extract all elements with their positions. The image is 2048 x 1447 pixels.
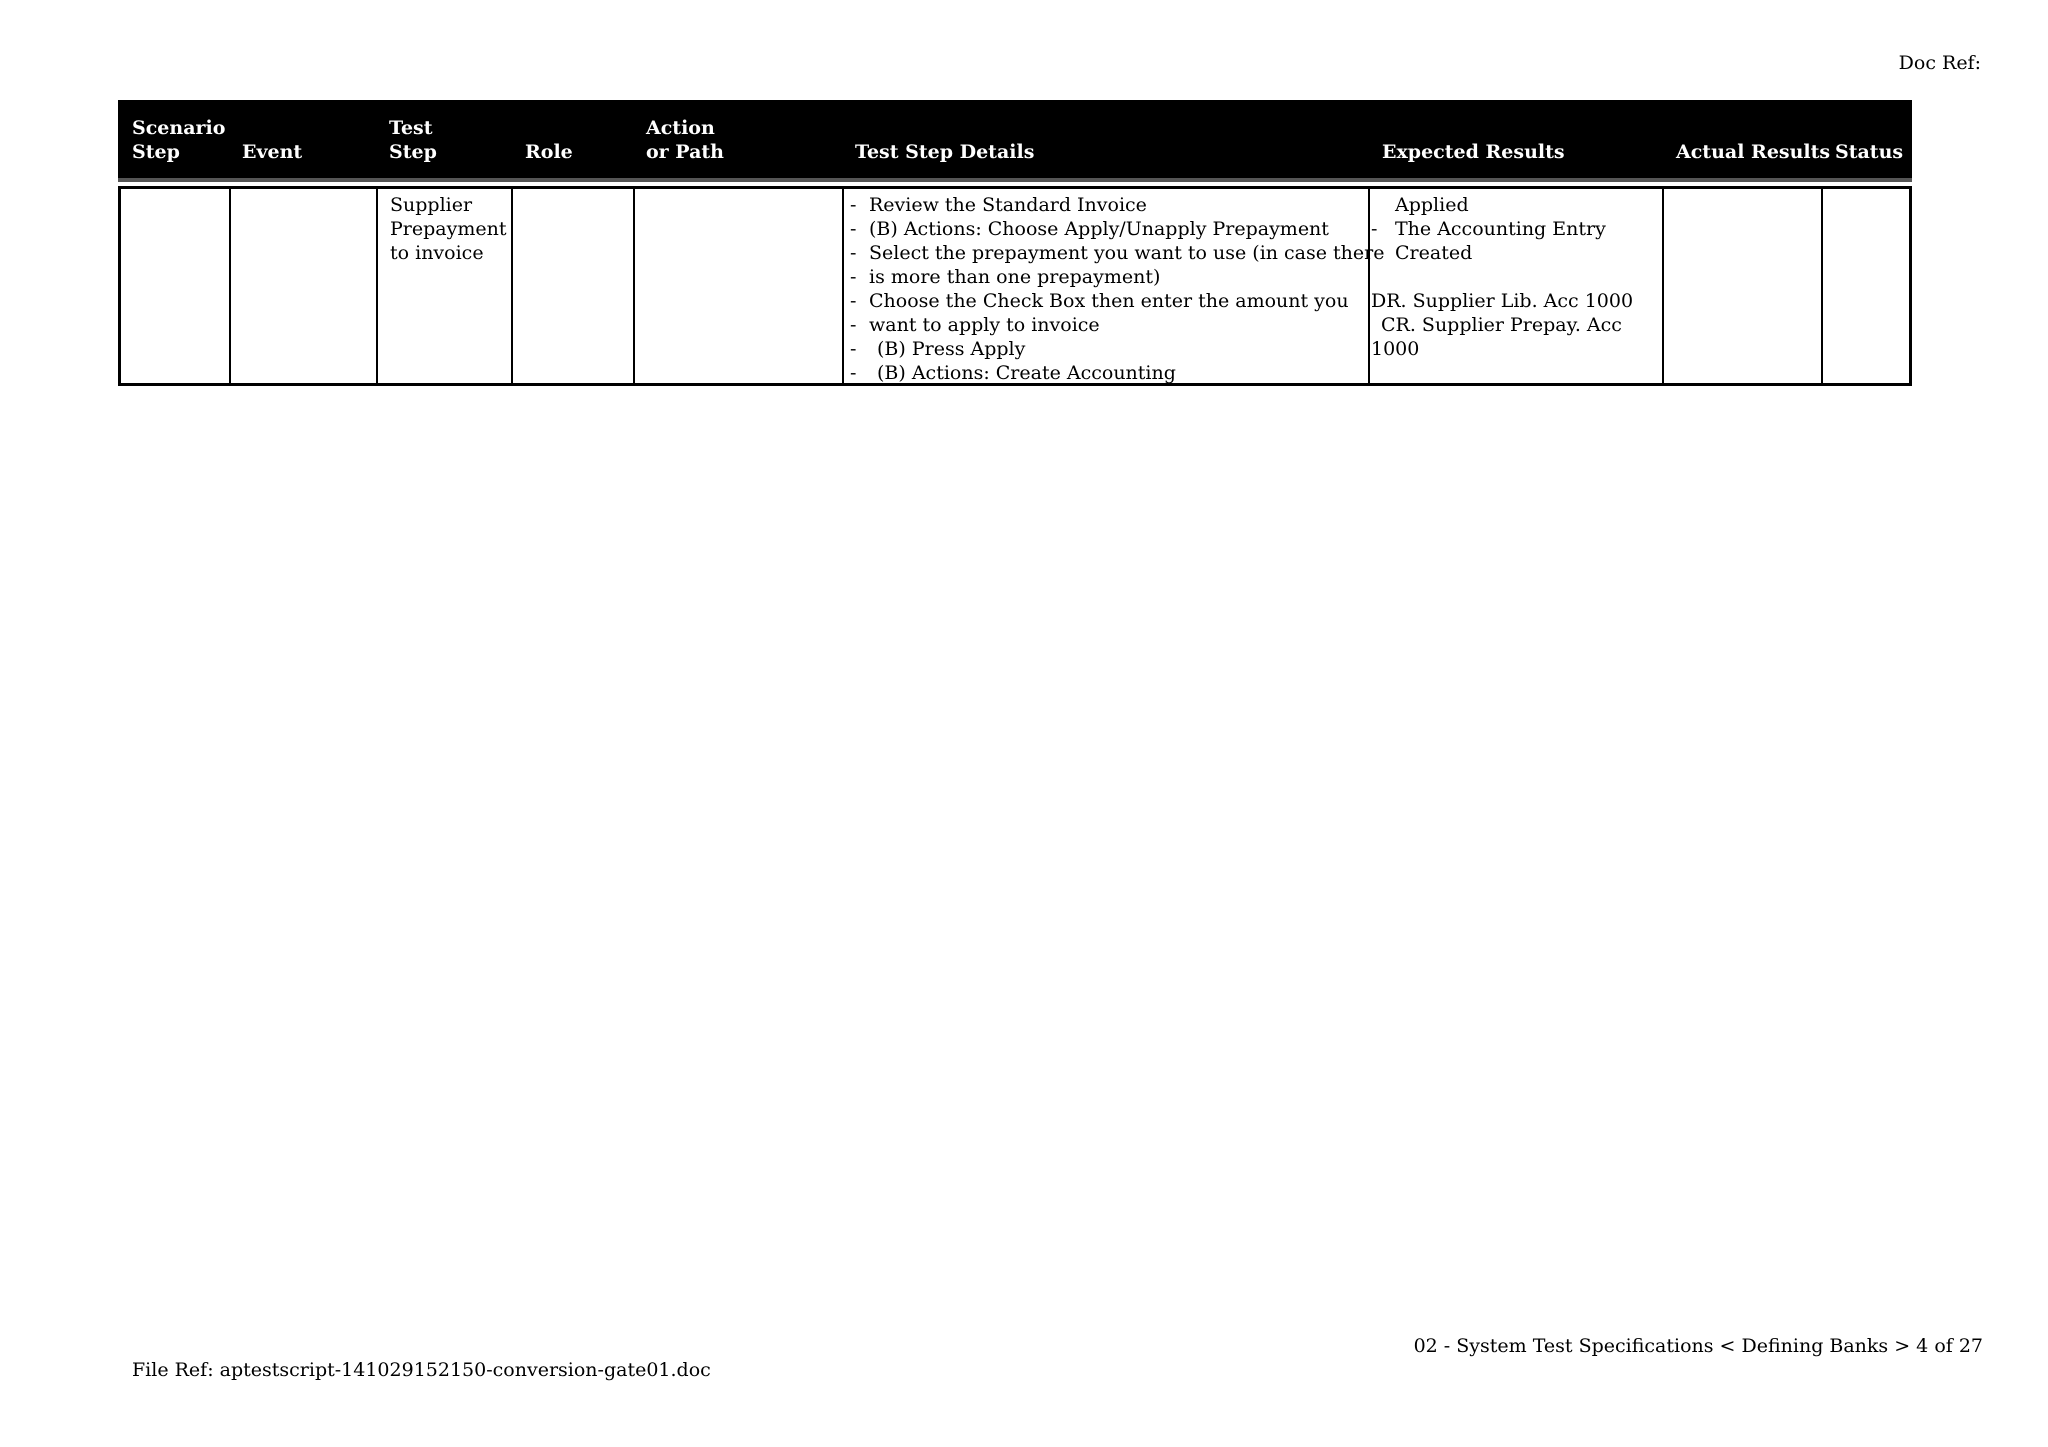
- footer-file-ref: File Ref: aptestscript-141029152150-conversion-gate01.doc: [132, 1359, 711, 1381]
- expected-results-cell: [1371, 193, 1634, 361]
- column-header-actual-results: Actual Results: [1676, 141, 1831, 163]
- column-divider: [229, 189, 231, 383]
- column-header-test-step: Test Step: [389, 117, 437, 163]
- test-step-details-cell: [845, 193, 1385, 385]
- detail-item: - Review the Standard Invoice: [845, 193, 1385, 217]
- detail-item: - (B) Actions: Create Accounting: [845, 361, 1385, 385]
- detail-item: - Choose the Check Box then enter the amount you: [845, 289, 1385, 313]
- column-header-event: Event: [242, 141, 303, 163]
- detail-item-continuation: - is more than one prepayment): [845, 265, 1385, 289]
- column-divider: [842, 189, 844, 383]
- column-divider: [1821, 189, 1823, 383]
- detail-item: - (B) Actions: Choose Apply/Unapply Prepayment: [845, 217, 1385, 241]
- detail-item-continuation: - want to apply to invoice: [845, 313, 1385, 337]
- expected-cr-line: CR. Supplier Prepay. Acc: [1381, 314, 1622, 336]
- footer-spec-ref: 02 - System Test Specifications < Defining Banks > 4 of 27: [1413, 1335, 1983, 1357]
- expected-entry-created: Created: [1395, 242, 1473, 264]
- column-header-status: Status: [1835, 141, 1904, 163]
- column-divider: [511, 189, 513, 383]
- test-step-cell: Supplier Prepayment to invoice: [390, 194, 507, 264]
- column-divider: [633, 189, 635, 383]
- column-divider: [376, 189, 378, 383]
- column-header-expected-results: Expected Results: [1382, 141, 1565, 163]
- column-header-scenario-step: Scenario Step: [132, 117, 226, 163]
- detail-item: - Select the prepayment you want to use (in case there: [845, 241, 1385, 265]
- doc-ref: Doc Ref:: [1898, 52, 1981, 74]
- expected-entry: - The Accounting Entry: [1371, 218, 1606, 240]
- table-row: [118, 186, 1912, 386]
- column-header-test-step-details: Test Step Details: [855, 141, 1035, 163]
- detail-item: - (B) Press Apply: [845, 337, 1385, 361]
- table-header: [118, 100, 1912, 182]
- column-header-action-or-path: Action or Path: [646, 117, 724, 163]
- expected-dr-line: DR. Supplier Lib. Acc 1000: [1371, 290, 1634, 312]
- expected-amount: 1000: [1371, 338, 1420, 360]
- column-divider: [1662, 189, 1664, 383]
- expected-applied: Applied: [1395, 194, 1469, 216]
- column-header-role: Role: [525, 141, 573, 163]
